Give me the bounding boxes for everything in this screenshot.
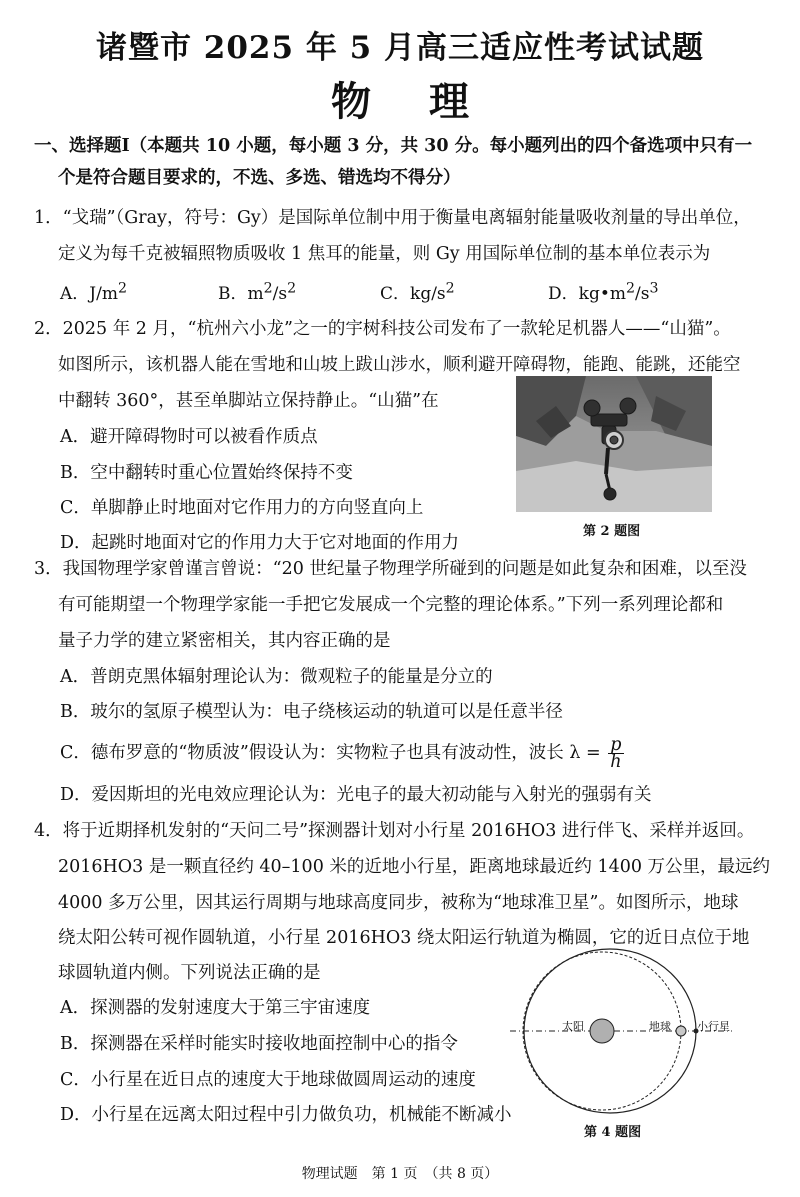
- section-heading-line2: 个是符合题目要求的，不选、多选、错选均不得分）: [58, 168, 461, 188]
- q2-option-a: A．避开障碍物时可以被看作质点: [60, 427, 318, 447]
- subject-title: 物 理: [331, 78, 491, 125]
- q2-option-d: D．起跳时地面对它的作用力大于它对地面的作用力: [60, 533, 460, 553]
- q3-stem-line3: 量子力学的建立紧密相关，其内容正确的是: [58, 631, 391, 651]
- page-footer: 物理试题 第 1 页 （共 8 页）: [301, 1166, 499, 1182]
- q3-stem-line2: 有可能期望一个物理学家能一手把它发展成一个完整的理论体系。”下列一系列理论都和: [58, 595, 724, 615]
- robot-photo-image: [516, 376, 712, 512]
- robot-photo: [516, 376, 712, 512]
- q3-stem-line1: 3．我国物理学家曾谨言曾说：“20 世纪量子物理学所碰到的问题是如此复杂和困难，以至没: [34, 559, 747, 579]
- q4-option-d: D．小行星在远离太阳过程中引力做负功，机械能不断减小: [60, 1105, 512, 1125]
- q4-figure-caption: 第 4 题图: [584, 1125, 642, 1140]
- q2-figure-caption: 第 2 题图: [583, 524, 641, 539]
- q4-stem-line5: 球圆轨道内侧。下列说法正确的是: [58, 963, 321, 983]
- q1-option-c: C．$kg/s^2$: [380, 280, 455, 304]
- sun: [590, 1019, 614, 1043]
- q4-option-b: B．探测器在采样时能实时接收地面控制中心的指令: [60, 1034, 458, 1054]
- q4-stem-line2: 2016HO3 是一颗直径约 40–100 米的近地小行星，距离地球最近约 1400 万公里，最远约: [58, 857, 771, 877]
- q1-option-a: A．$J/m^2$: [60, 280, 127, 304]
- q4-stem-line1: 4．将于近期择机发射的“天问二号”探测器计划对小行星 2016HO3 进行伴飞、采样并返回。: [34, 821, 755, 841]
- fraction-numerator: p: [608, 737, 623, 754]
- q4-stem-line4: 绕太阳公转可视作圆轨道，小行星 2016HO3 绕太阳运行轨道为椭圆，它的近日点位于地: [58, 928, 750, 948]
- q2-stem-line3: 中翻转 360°，甚至单脚站立保持静止。“山猫”在: [58, 391, 439, 411]
- q2-option-c: C．单脚静止时地面对它作用力的方向竖直向上: [60, 498, 424, 518]
- exam-title: 诸暨市 2025 年 5 月高三适应性考试试题: [95, 30, 705, 66]
- section-heading-line1: 一、选择题Ⅰ（本题共 10 小题，每小题 3 分，共 30 分。每小题列出的四个备选项中只有一: [34, 136, 753, 156]
- label-earth: 地球: [649, 1020, 671, 1033]
- q4-option-c: C．小行星在近日点的速度大于地球做圆周运动的速度: [60, 1070, 476, 1090]
- q1-stem-line2: 定义为每千克被辐照物质吸收 1 焦耳的能量，则 Gy 用国际单位制的基本单位表示为: [58, 244, 711, 264]
- q3-option-b: B．玻尔的氢原子模型认为：电子绕核运动的轨道可以是任意半径: [60, 702, 563, 722]
- q3-option-c-text: C．德布罗意的“物质波”假设认为：实物粒子也具有波动性，波长 λ =: [60, 743, 601, 763]
- q3-option-d: D．爱因斯坦的光电效应理论认为：光电子的最大初动能与入射光的强弱有关: [60, 785, 652, 805]
- wavelength-fraction: [608, 737, 623, 770]
- q1-option-d: D．$kg•m^2/s^3$: [548, 280, 659, 304]
- label-sun: 太阳: [562, 1020, 584, 1033]
- q4-stem-line3: 4000 多万公里，因其运行周期与地球高度同步，被称为“地球准卫星”。如图所示，地球: [58, 893, 739, 913]
- q3-option-c: [60, 737, 624, 770]
- q1-option-b: B．$m^2/s^2$: [218, 280, 297, 304]
- q4-option-a: A．探测器的发射速度大于第三宇宙速度: [60, 998, 371, 1018]
- q3-option-a: A．普朗克黑体辐射理论认为：微观粒子的能量是分立的: [60, 667, 493, 687]
- q2-option-b: B．空中翻转时重心位置始终保持不变: [60, 463, 353, 483]
- q2-stem-line2: 如图所示，该机器人能在雪地和山坡上跋山涉水，顺利避开障碍物，能跑、能跳，还能空: [58, 355, 741, 375]
- earth: [676, 1026, 686, 1036]
- label-asteroid: 小行星: [697, 1020, 730, 1033]
- fraction-denominator: h: [610, 752, 622, 772]
- q2-stem-line1: 2．2025 年 2 月，“杭州六小龙”之一的宇树科技公司发布了一款轮足机器人——“山猫”。: [34, 319, 731, 339]
- q1-stem-line1: 1．“戈瑞”（Gray，符号：Gy）是国际单位制中用于衡量电离辐射能量吸收剂量的导出单位，: [34, 208, 751, 228]
